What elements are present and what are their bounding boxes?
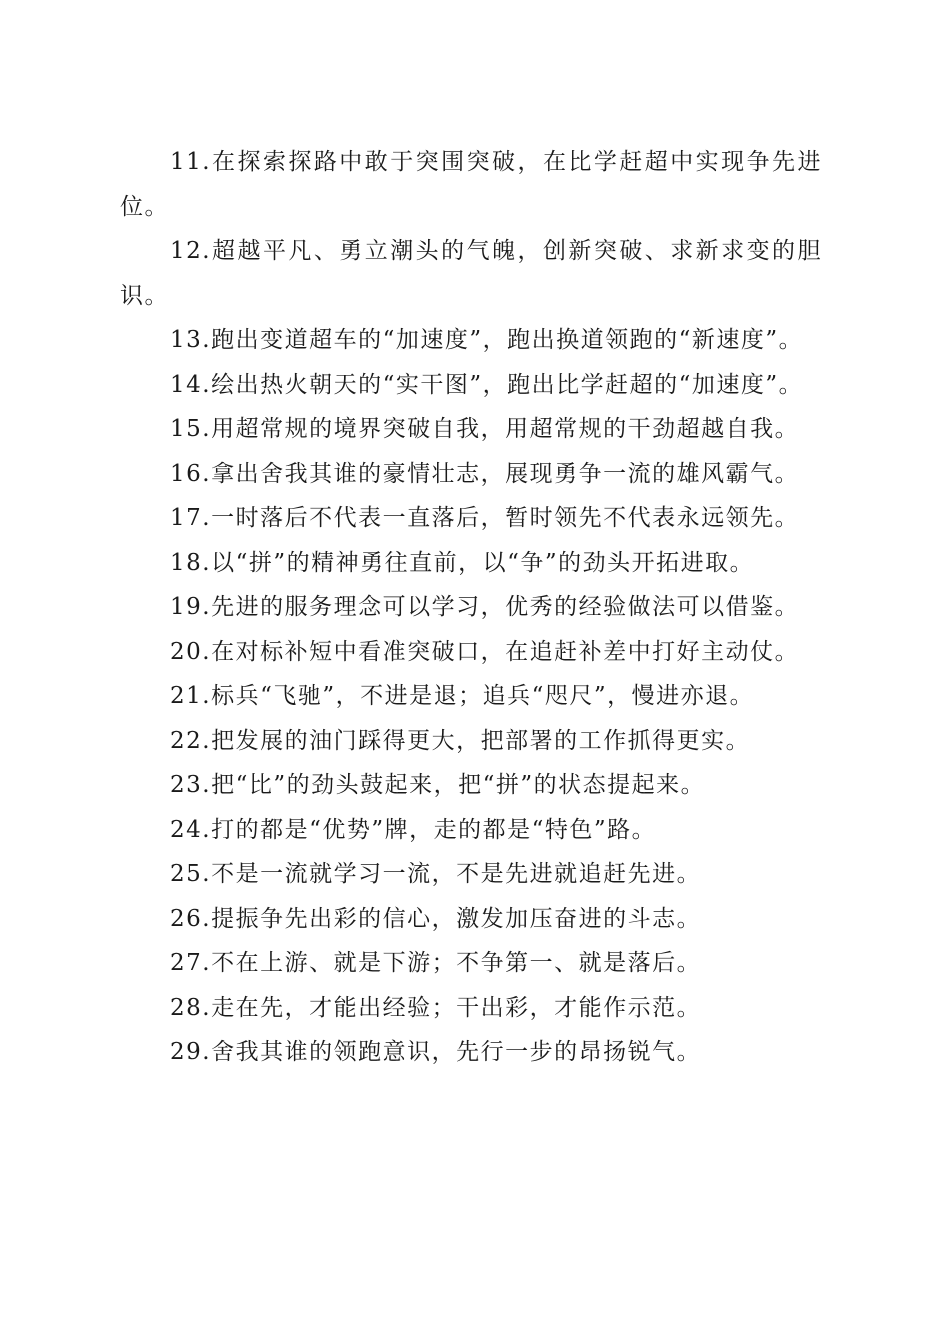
list-item: 12.超越平凡、勇立潮头的气魄，创新突破、求新求变的胆识。 <box>120 238 822 309</box>
list-item: 13.跑出变道超车的“加速度”，跑出换道领跑的“新速度”。 <box>170 327 804 353</box>
list-item: 15.用超常规的境界突破自我，用超常规的干劲超越自我。 <box>170 416 800 442</box>
list-item: 24.打的都是“优势”牌，走的都是“特色”路。 <box>170 816 657 843</box>
list-item: 11.在探索探路中敢于突围突破，在比学赶超中实现争先进位。 <box>120 149 822 220</box>
list-item: 20.在对标补短中看准突破口，在追赶补差中打好主动仗。 <box>170 638 800 665</box>
list-item: 18.以“拼”的精神勇往直前，以“争”的劲头开拓进取。 <box>170 549 755 576</box>
document-body <box>120 140 822 1075</box>
list-item: 22.把发展的油门踩得更大，把部署的工作抓得更实。 <box>170 727 751 754</box>
list-item: 19.先进的服务理念可以学习，优秀的经验做法可以借鉴。 <box>170 594 800 620</box>
list-item: 29.舍我其谁的领跑意识，先行一步的昂扬锐气。 <box>170 1039 702 1065</box>
list-item: 28.走在先，才能出经验；干出彩，才能作示范。 <box>170 994 702 1021</box>
list-item: 27.不在上游、就是下游；不争第一、就是落后。 <box>170 950 702 976</box>
list-item: 23.把“比”的劲头鼓起来，把“拼”的状态提起来。 <box>170 772 706 798</box>
list-item: 25.不是一流就学习一流，不是先进就追赶先进。 <box>170 861 702 887</box>
list-item: 26.提振争先出彩的信心，激发加压奋进的斗志。 <box>170 905 702 932</box>
list-item: 14.绘出热火朝天的“实干图”，跑出比学赶超的“加速度”。 <box>170 371 804 398</box>
list-item: 21.标兵“飞驰”，不进是退；追兵“咫尺”，慢进亦退。 <box>170 683 755 709</box>
list-item: 16.拿出舍我其谁的豪情壮志，展现勇争一流的雄风霸气。 <box>170 460 800 487</box>
list-item: 17.一时落后不代表一直落后，暂时领先不代表永远领先。 <box>170 505 800 531</box>
